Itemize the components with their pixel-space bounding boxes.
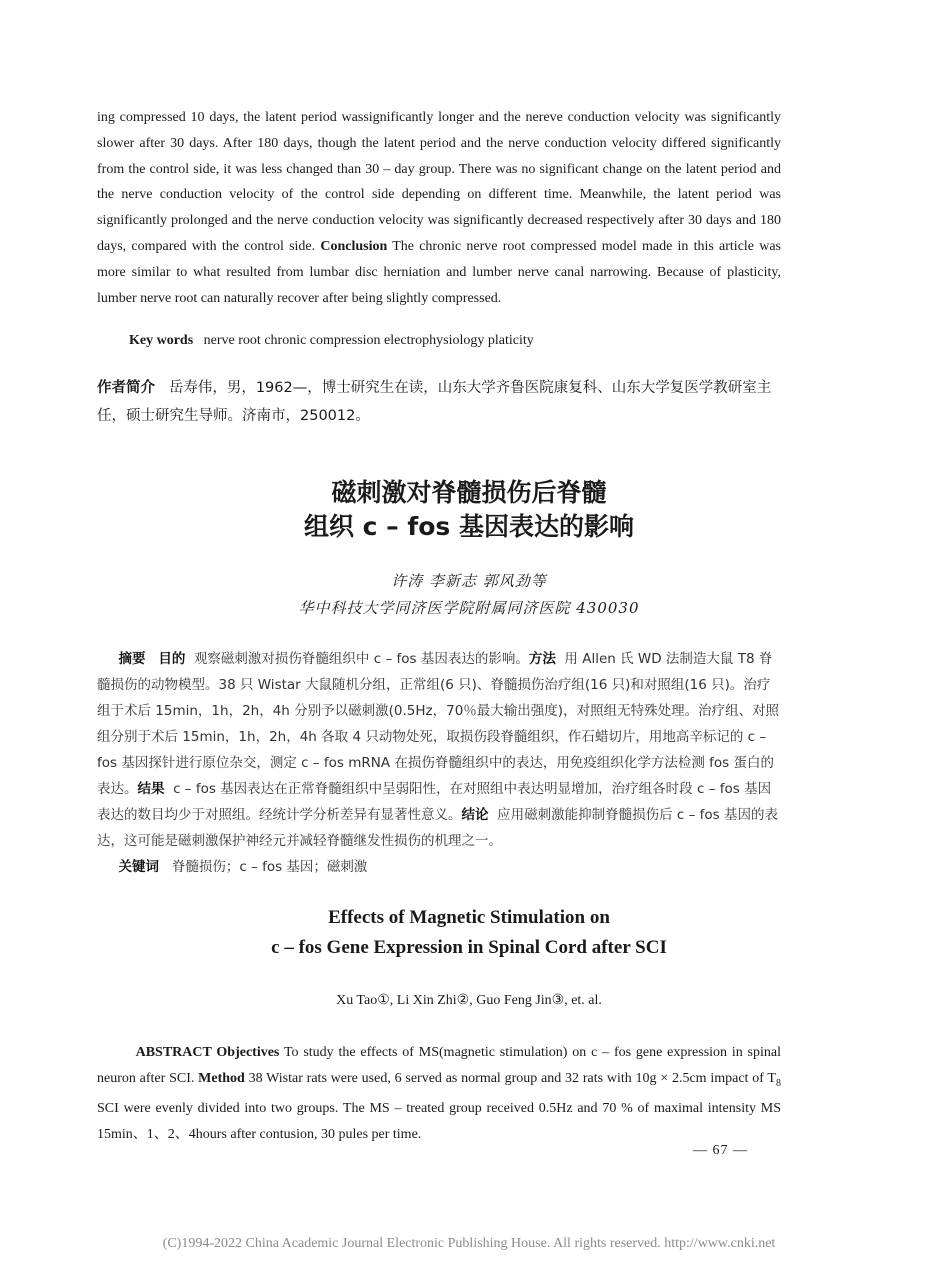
method-en-text-cont: SCI were evenly divided into two groups. The MS – treated group received 0.5Hz and 70 % of maximal intensity MS 15min、1、2、4hours after contusion, 30 pules per time. xyxy=(97,1101,781,1143)
method-en-label: Method xyxy=(198,1070,245,1086)
english-abstract xyxy=(97,1040,781,1148)
conclusion-text: The chronic nerve root compressed model made in this article was more similar to what resulted from lumbar disc herniation and lumber nerve canal narrowing. Because of plasticity, lumber nerve root can naturally recover after being slightly compressed. xyxy=(97,238,781,306)
keywords-label: Key words xyxy=(129,333,194,348)
abstract-continuation xyxy=(97,105,781,311)
english-keywords xyxy=(129,330,534,352)
subscript-8: 8 xyxy=(775,1077,781,1089)
objective-label: 目的 xyxy=(158,651,186,667)
objectives-text: To study the effects of MS(magnetic stimulation) on c – fos gene expression in spinal neuron after SCI. xyxy=(97,1045,782,1086)
chinese-title-line-1: 磁刺激对脊髓损伤后脊髓 xyxy=(331,478,607,507)
english-authors: Xu Tao①, Li Xin Zhi②, Guo Feng Jin③, et. al. xyxy=(336,993,602,1008)
chinese-affiliation: 华中科技大学同济医学院附属同济医院 430030 xyxy=(298,599,640,617)
abstract-results-text: ing compressed 10 days, the latent period wassignificantly longer and the nereve conduction velocity was significantly slower after 30 days. After 180 days, though the latent period and the nerve conduction velocity differed significantly from the control side, it was less changed than 30 – day group. There was no significant change on the latent period and the nerve conduction velocity of the control side depending on different time. Meanwhile, the latent period was significantly prolonged and the nerve conduction velocity was significantly decreased respectively after 30 days and 180 days, compared with the control side. xyxy=(97,110,781,254)
objective-text: 观察磁刺激对损伤脊髓组织中 c – fos 基因表达的影响。 xyxy=(193,651,529,667)
chinese-title-line-2: 组织 c – fos 基因表达的影响 xyxy=(303,512,635,541)
author-intro-text: 岳寿伟，男，1962—，博士研究生在读，山东大学齐鲁医院康复科、山东大学复医学教研室主任，硕士研究生导师。济南市，250012。 xyxy=(97,380,772,424)
author-intro-label: 作者简介 xyxy=(97,380,155,396)
chinese-abstract xyxy=(97,646,781,880)
conclusion-cn-label: 结论 xyxy=(461,807,489,823)
copyright-footer: (C)1994-2022 China Academic Journal Electronic Publishing House. All rights reserved. http://www.cnki.net xyxy=(162,1236,776,1251)
keywords-cn-label: 关键词 xyxy=(118,859,159,875)
conclusion-cn-text: 应用磁刺激能抑制脊髓损伤后 c – fos 基因的表达，这可能是磁刺激保护神经元并减轻脊髓继发性损伤的机理之一。 xyxy=(97,807,778,849)
conclusion-label: Conclusion xyxy=(320,238,388,254)
result-label: 结果 xyxy=(137,781,165,797)
english-title-line-2: c – fos Gene Expression in Spinal Cord after SCI xyxy=(271,937,667,958)
keywords-cn-text: 脊髓损伤；c – fos 基因；磁刺激 xyxy=(171,859,368,875)
result-text: c – fos 基因表达在正常脊髓组织中呈弱阳性，在对照组中表达明显增加，治疗组各时段 c – fos 基因表达的数目均少于对照组。经统计学分析差异有显著性意义。 xyxy=(97,781,772,823)
abstract-en-label: ABSTRACT Objectives xyxy=(135,1045,280,1060)
method-label: 方法 xyxy=(528,651,556,667)
chinese-authors: 许涛 李新志 郭风劲等 xyxy=(391,572,547,590)
author-intro xyxy=(97,374,781,430)
keywords-text: nerve root chronic compression electrophysiology platicity xyxy=(203,333,534,348)
english-title-line-1: Effects of Magnetic Stimulation on xyxy=(328,907,610,928)
abstract-label: 摘要 xyxy=(118,651,146,667)
method-en-text: 38 Wistar rats were used, 6 served as normal group and 32 rats with 10g × 2.5cm impact of T xyxy=(244,1070,776,1086)
page-number: — 67 — xyxy=(693,1143,748,1158)
method-text: 用 Allen 氏 WD 法制造大鼠 T8 脊髓损伤的动物模型。38 只 Wistar 大鼠随机分组，正常组(6 只)、脊髓损伤治疗组(16 只)和对照组(16 只)。治疗组于术后 15min，1h，2h，4h 分别予以磁刺激(0.5Hz，70％最大输出强度)，对照组无特殊处理。治疗组、对照组分别于术后 15min，1h，2h，4h 各取 4 只动物处死，取损伤段脊髓组织，作石蜡切片，用地高辛标记的 c – fos 基因探针进行原位杂交，测定 c – fos mRNA 在损伤脊髓组织中的表达，用免疫组织化学方法检测 fos 蛋白的表达。 xyxy=(97,651,780,797)
